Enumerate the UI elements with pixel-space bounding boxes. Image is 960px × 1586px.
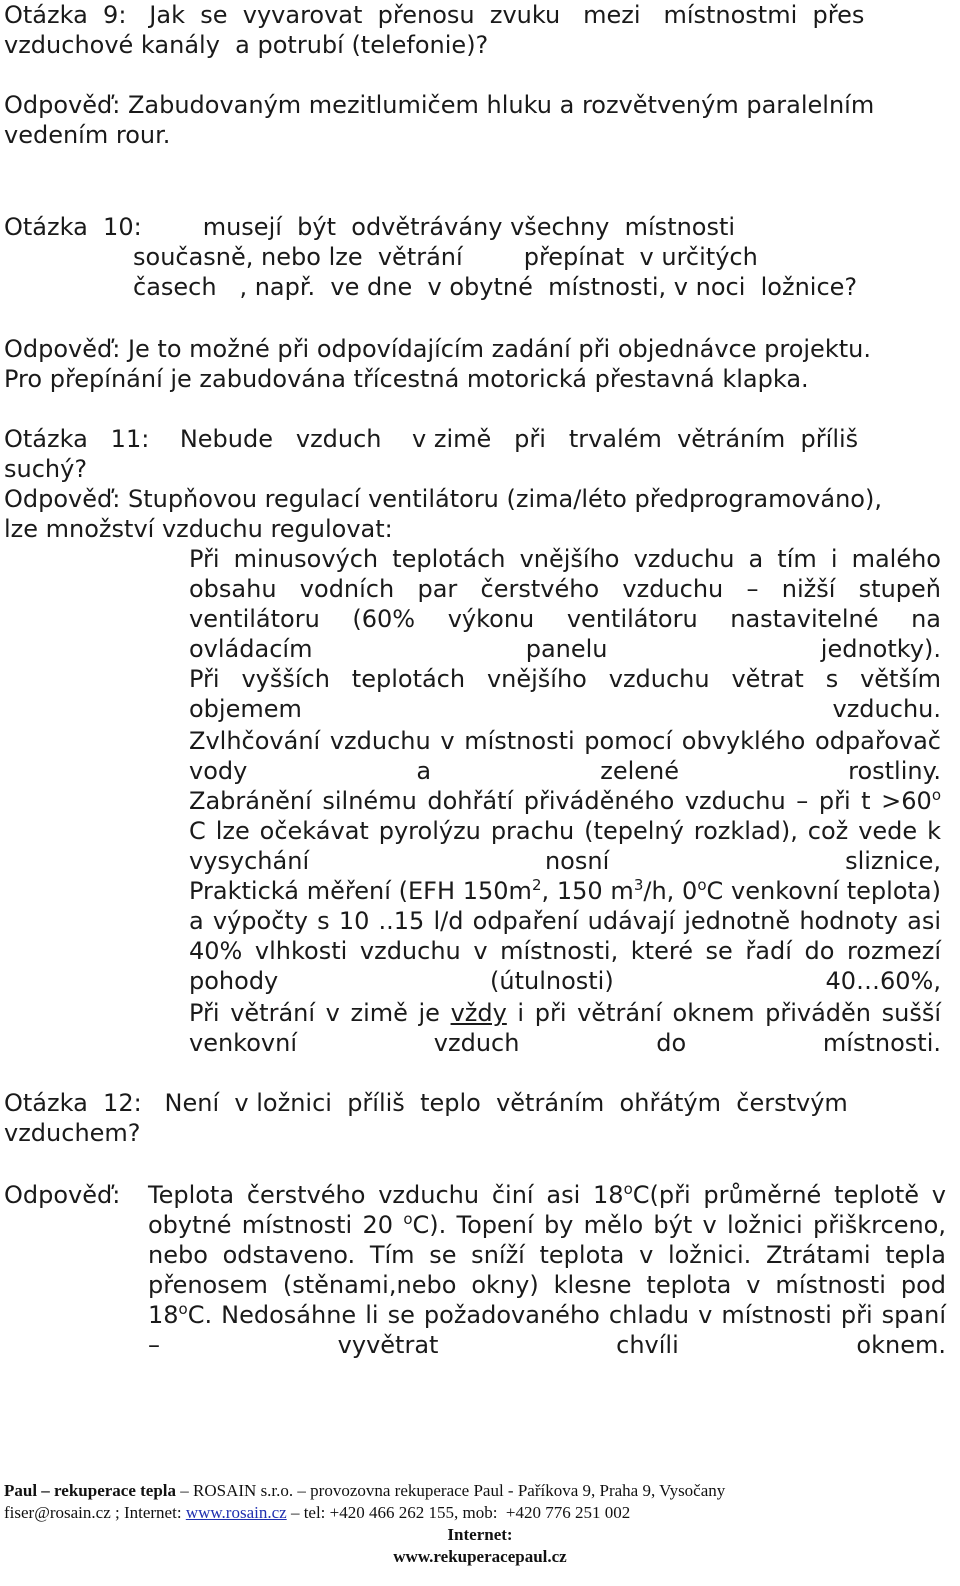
q11-paragraph-winter-ventilation: Při větrání v zimě je vždy i při větrání oknem přiváděn sušší venkovní vzduch do místnosti. (189, 999, 942, 1057)
q11-paragraph-humidification: Zvlhčování vzduchu v místnosti pomocí obvyklého odpařovač vody a zelené rostliny. (189, 727, 941, 785)
q9-question-line1: Otázka 9: Jak se vyvarovat přenosu zvuku mezi místnostmi přes (4, 1, 865, 29)
footer-internet-label: Internet: (447, 1525, 513, 1544)
q11-paragraph-minus-temps: Při minusových teplotách vnějšího vzduchu a tím i malého obsahu vodních par čerstvého vzduchu – nižší stupeň ventilátoru (60% výkonu ventilátoru nastavitelné na ovládacím panelu jednotky). (189, 545, 941, 663)
q11-question-line1: Otázka 11: Nebude vzduch v zimě při trvalém větráním příliš (4, 425, 859, 453)
q10-question-line3: časech , např. ve dne v obytné místnosti, v noci ložnice? (133, 273, 858, 301)
q11-answer-line2: lze množství vzduchu regulovat: (4, 515, 393, 543)
q9-answer-line1: Odpověď: Zabudovaným mezitlumičem hluku a rozvětveným paralelním (4, 91, 875, 119)
q11-paragraph-measurements: Praktická měření (EFH $150m^2$, 150 $m^3/h$, 0$^o$C venkovní teplota) a výpočty s 10 ..15 l/d odpaření udávají jednotně hodnoty asi 40% vlhkosti vzduchu v místnosti, které se řadí do rozmezí pohody (útulnosti) 40…60%, (189, 876, 941, 995)
q11-paragraph-overheating: Zabránění silnému dohřátí přiváděného vzduchu – při $t >60^o$ C lze očekávat pyrolýzu prachu (tepelný rozklad), což vede k vysychání nosní sliznice, (189, 786, 941, 875)
q12-answer-label: Odpověď: (4, 1181, 121, 1209)
footer-link-rekuperacepaul[interactable]: www.rekuperacepaul.cz (393, 1547, 567, 1566)
q11-question-line2: suchý? (4, 455, 88, 483)
q10-question-line2: současně, nebo lze větrání přepínat v určitých (133, 243, 758, 271)
footer-link-rosain[interactable]: www.rosain.cz (185, 1503, 287, 1522)
q10-answer-line2: Pro přepínání je zabudována třícestná motorická přestavná klapka. (4, 365, 809, 393)
footer-line1: Paul – rekuperace tepla – ROSAIN s.r.o. – provozovna rekuperace Paul - Paříkova 9, Praha 9, Vysočany (4, 1481, 726, 1500)
q10-answer-line1: Odpověď: Je to možné při odpovídajícím zadání při objednávce projektu. (4, 335, 871, 363)
footer-line2: fiser@rosain.cz ; Internet: www.rosain.cz – tel: +420 466 262 155, mob: +420 776 251 002 (4, 1503, 631, 1522)
q12-question-line1: Otázka 12: Není v ložnici příliš teplo větráním ohřátým čerstvým (4, 1089, 848, 1117)
q12-answer-text: Teplota čerstvého vzduchu činí asi 18$^o$C(při průměrné teplotě v obytné místnosti 20 $^o$C). Topení by mělo být v ložnici přiškrceno, nebo odstaveno. Tím se sníží teplota v ložnici. Ztrátami tepla přenosem (stěnami,nebo okny) klesne teplota v místnosti pod 18$^o$C. Nedosáhne li se požadovaného chladu v místnosti při spaní – vyvětrat chvíli oknem. (148, 1180, 947, 1359)
q10-question-line1: Otázka 10: musejí být odvětrávány všechny místnosti (4, 213, 736, 241)
q9-answer-line2: vedením rour. (4, 121, 171, 149)
q11-paragraph-higher-temps: Při vyšších teplotách vnějšího vzduchu větrat s větším objemem vzduchu. (189, 665, 941, 723)
q11-answer-line1: Odpověď: Stupňovou regulací ventilátoru (zima/léto předprogramováno), (4, 485, 882, 513)
q9-question-line2: vzduchové kanály a potrubí (telefonie)? (4, 31, 489, 59)
q12-question-line2: vzduchem? (4, 1119, 141, 1147)
